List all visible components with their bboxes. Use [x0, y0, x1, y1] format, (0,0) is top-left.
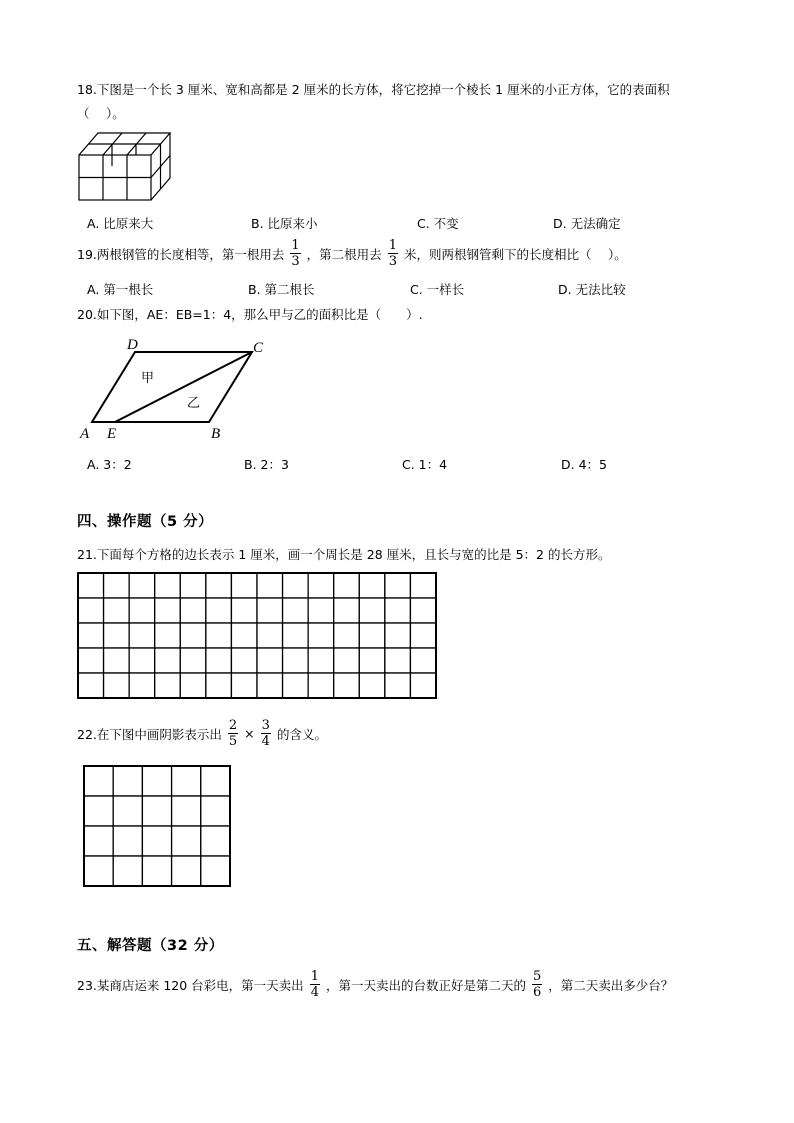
q22-grid-cell[interactable] [113, 796, 142, 826]
q22-grid-cell[interactable] [142, 856, 171, 886]
q20-label-jia: 甲 [141, 371, 155, 386]
q21-grid-cell[interactable] [257, 673, 283, 698]
q21-grid-cell[interactable] [308, 573, 334, 598]
q21-grid-cell[interactable] [334, 648, 360, 673]
q22-text-b: 的含义。 [276, 726, 327, 742]
q18-text-line2: （ ）。 [77, 106, 125, 121]
q22-grid-cell[interactable] [201, 826, 230, 856]
q21-grid-cell[interactable] [283, 623, 309, 648]
q22-text [77, 719, 327, 748]
q20-label-a: A [80, 426, 90, 442]
q21-grid-cell[interactable] [385, 623, 411, 648]
q21-grid-cell[interactable] [78, 598, 104, 623]
q21-grid-cell[interactable] [78, 573, 104, 598]
q21-grid-cell[interactable] [359, 623, 385, 648]
q19-fraction-1: $\frac{1}{3}$ [291, 238, 300, 269]
q21-grid-cell[interactable] [206, 573, 232, 598]
q21-grid-cell[interactable] [283, 648, 309, 673]
q21-grid-cell[interactable] [334, 598, 360, 623]
q22-grid-cell[interactable] [142, 766, 171, 796]
section-5-title: 五、解答题（32 分） [77, 938, 224, 954]
q23-text-c: ，第二天卖出多少台？ [548, 977, 674, 993]
q21-grid-cell[interactable] [155, 648, 181, 673]
q21-grid-cell[interactable] [155, 673, 181, 698]
q21-grid-cell[interactable] [78, 648, 104, 673]
q21-grid-cell[interactable] [308, 673, 334, 698]
q21-grid-cell[interactable] [308, 598, 334, 623]
q21-grid-cell[interactable] [104, 648, 130, 673]
q22-grid-cell[interactable] [172, 796, 201, 826]
q21-grid-cell[interactable] [410, 598, 436, 623]
q21-grid-cell[interactable] [104, 573, 130, 598]
q21-grid[interactable] [77, 572, 437, 699]
q22-times-sign: × [244, 726, 255, 741]
q21-grid-cell[interactable] [129, 623, 155, 648]
q22-grid-cell[interactable] [113, 826, 142, 856]
q20-parallelogram-figure [72, 335, 282, 445]
q20-option-a: A. 3：2 [87, 457, 132, 472]
q20-label-e: E [107, 426, 117, 442]
q21-grid-cell[interactable] [129, 573, 155, 598]
q21-grid-cell[interactable] [257, 598, 283, 623]
q21-grid-cell[interactable] [385, 648, 411, 673]
q22-grid-cell[interactable] [142, 826, 171, 856]
q18-option-c: C. 不变 [417, 216, 459, 231]
q23-text-a: 23.某商店运来 120 台彩电，第一天卖出 [77, 977, 304, 993]
q18-option-a: A. 比原来大 [87, 216, 154, 231]
q22-grid-cell[interactable] [201, 856, 230, 886]
q19-text-b: ，第二根用去 [306, 246, 382, 262]
q21-grid-cell[interactable] [180, 623, 206, 648]
q23-text [77, 970, 673, 999]
q21-grid-cell[interactable] [410, 648, 436, 673]
q19-option-a: A. 第一根长 [87, 282, 154, 297]
q21-grid-cell[interactable] [308, 648, 334, 673]
q21-grid-cell[interactable] [257, 648, 283, 673]
q18-option-b: B. 比原来小 [251, 216, 318, 231]
q21-grid-cell[interactable] [385, 573, 411, 598]
q23-fraction-1: $\frac{1}{4}$ [310, 969, 319, 1000]
q22-grid-cell[interactable] [172, 856, 201, 886]
q21-grid-cell[interactable] [206, 598, 232, 623]
q22-grid-cell[interactable] [172, 826, 201, 856]
q19-text [77, 239, 627, 268]
q21-grid-cell[interactable] [78, 623, 104, 648]
q21-grid-cell[interactable] [129, 598, 155, 623]
q21-grid-cell[interactable] [206, 673, 232, 698]
q21-grid-cell[interactable] [385, 673, 411, 698]
q20-label-b: B [211, 426, 221, 442]
q21-grid-cell[interactable] [257, 573, 283, 598]
q21-grid-cell[interactable] [78, 673, 104, 698]
q21-grid-cell[interactable] [385, 598, 411, 623]
q21-grid-cell[interactable] [155, 573, 181, 598]
q21-grid-cell[interactable] [180, 673, 206, 698]
q21-grid-cell[interactable] [359, 573, 385, 598]
q21-grid-cell[interactable] [104, 623, 130, 648]
q21-grid-cell[interactable] [155, 598, 181, 623]
q21-grid-cell[interactable] [410, 673, 436, 698]
q21-grid-cell[interactable] [283, 598, 309, 623]
q22-grid-cell[interactable] [142, 796, 171, 826]
section-4-title: 四、操作题（5 分） [77, 514, 214, 530]
q21-grid-cell[interactable] [104, 673, 130, 698]
q21-grid-cell[interactable] [359, 598, 385, 623]
q23-text-b: ，第一天卖出的台数正好是第二天的 [325, 977, 526, 993]
q22-fraction-2: $\frac{3}{4}$ [261, 718, 270, 749]
q18-cuboid-figure [76, 128, 176, 204]
q20-label-c: C [253, 340, 264, 356]
q22-grid-cell[interactable] [113, 856, 142, 886]
q21-grid-cell[interactable] [231, 648, 257, 673]
q22-grid-cell[interactable] [201, 766, 230, 796]
q21-grid-cell[interactable] [410, 623, 436, 648]
q19-option-b: B. 第二根长 [248, 282, 315, 297]
q20-option-b: B. 2：3 [244, 457, 289, 472]
q22-grid[interactable] [83, 765, 231, 887]
q19-option-d: D. 无法比较 [558, 282, 626, 297]
q21-grid-cell[interactable] [155, 623, 181, 648]
q22-grid-cell[interactable] [84, 796, 113, 826]
q22-grid-cell[interactable] [113, 766, 142, 796]
q22-grid-cell[interactable] [201, 796, 230, 826]
q22-grid-cell[interactable] [172, 766, 201, 796]
q21-grid-cell[interactable] [308, 623, 334, 648]
q22-text-a: 22.在下图中画阴影表示出 [77, 726, 222, 742]
q19-text-a: 19.两根钢管的长度相等，第一根用去 [77, 246, 285, 262]
q21-grid-cell[interactable] [283, 573, 309, 598]
q19-fraction-2: $\frac{1}{3}$ [388, 238, 397, 269]
q20-option-c: C. 1：4 [402, 457, 448, 472]
q20-option-d: D. 4：5 [561, 457, 607, 472]
q21-grid-cell[interactable] [206, 623, 232, 648]
q21-grid-cell[interactable] [180, 598, 206, 623]
q21-grid-cell[interactable] [410, 573, 436, 598]
q21-grid-cell[interactable] [231, 673, 257, 698]
q21-grid-cell[interactable] [231, 598, 257, 623]
q21-text: 21.下面每个方格的边长表示 1 厘米，画一个周长是 28 厘米，且长与宽的比是 5：2 的长方形。 [77, 547, 611, 562]
q22-grid-cell[interactable] [84, 826, 113, 856]
q19-text-c: 米，则两根钢管剩下的长度相比（ ）。 [403, 246, 627, 262]
q21-grid-cell[interactable] [231, 623, 257, 648]
q21-grid-cell[interactable] [359, 648, 385, 673]
q21-grid-cell[interactable] [359, 673, 385, 698]
q22-fraction-1: $\frac{2}{5}$ [228, 718, 238, 749]
q19-option-c: C. 一样长 [410, 282, 465, 297]
q22-grid-cell[interactable] [84, 766, 113, 796]
q21-grid-cell[interactable] [231, 573, 257, 598]
q21-grid-cell[interactable] [334, 623, 360, 648]
q18-option-d: D. 无法确定 [553, 216, 621, 231]
q20-label-yi: 乙 [187, 396, 201, 411]
q21-grid-cell[interactable] [206, 648, 232, 673]
q21-grid-cell[interactable] [283, 673, 309, 698]
q21-grid-cell[interactable] [257, 623, 283, 648]
q20-text: 20.如下图，AE：EB=1：4，那么甲与乙的面积比是（ ）. [77, 307, 423, 322]
q21-grid-cell[interactable] [129, 648, 155, 673]
q23-fraction-2: $\frac{5}{6}$ [532, 969, 542, 1000]
q18-text-line1: 18.下图是一个长 3 厘米、宽和高都是 2 厘米的长方体，将它挖掉一个棱长 1 厘米的小正方体，它的表面积 [77, 82, 670, 97]
q21-grid-cell[interactable] [334, 573, 360, 598]
q21-grid-cell[interactable] [180, 648, 206, 673]
q21-grid-cell[interactable] [334, 673, 360, 698]
q21-grid-cell[interactable] [129, 673, 155, 698]
q21-grid-cell[interactable] [104, 598, 130, 623]
q20-label-d: D [127, 337, 138, 353]
q21-grid-cell[interactable] [180, 573, 206, 598]
q22-grid-cell[interactable] [84, 856, 113, 886]
